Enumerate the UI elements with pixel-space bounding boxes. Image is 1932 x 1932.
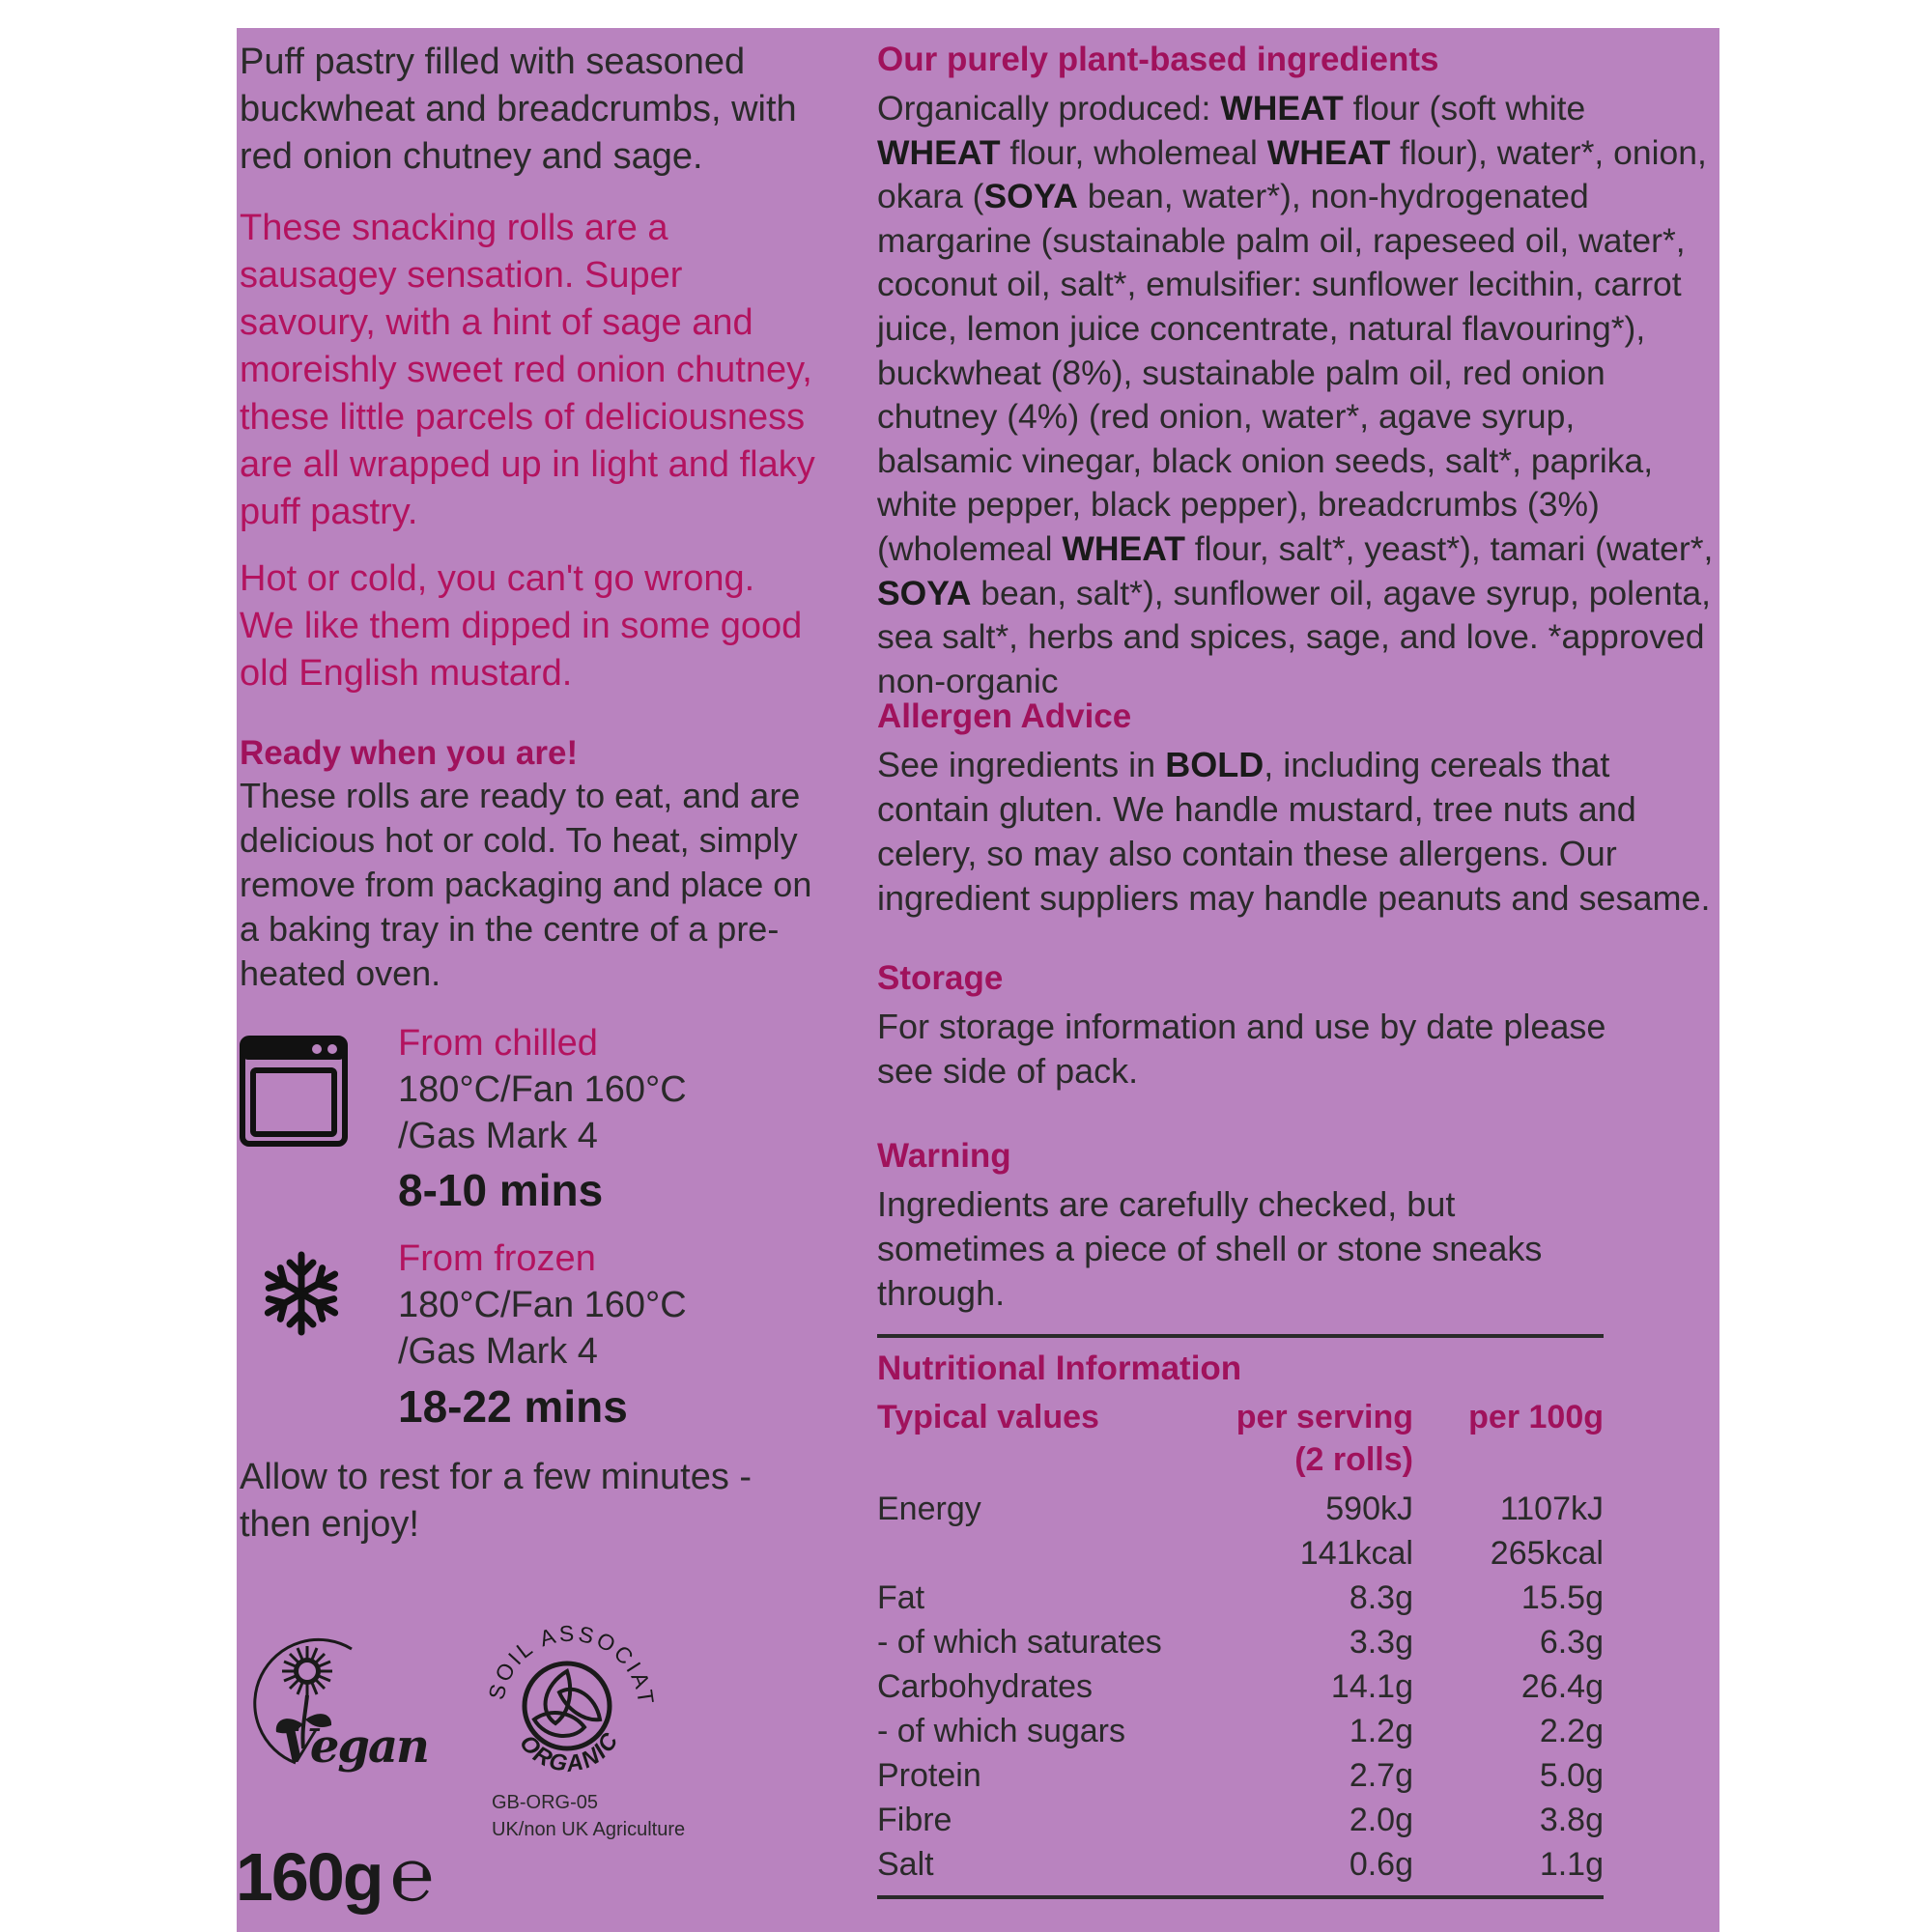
allergen-bold: SOYA: [877, 573, 972, 612]
allergen-bold: WHEAT: [877, 132, 1001, 172]
nutrition-table: [877, 1396, 1604, 1887]
storage-heading: Storage: [877, 959, 1004, 997]
svg-text:SOIL ASSOCIATION: [478, 1611, 657, 1708]
net-weight: [236, 1835, 432, 1918]
nutrition-header-row: [877, 1396, 1604, 1481]
nutrition-bottom-rule: [877, 1895, 1604, 1899]
table-row: Fat 8.3g 15.5g: [877, 1579, 1604, 1616]
estimated-sign-icon: ℮: [389, 1834, 433, 1917]
organic-ring-text: ORGANIC: [514, 1726, 625, 1778]
frozen-time: 18-22 mins: [398, 1381, 628, 1432]
vegan-logo-text: Vegan: [280, 1719, 428, 1774]
cert-code: GB-ORG-05: [492, 1792, 599, 1813]
table-row: Protein 2.7g 5.0g: [877, 1757, 1604, 1794]
table-row: 141kcal 265kcal: [1299, 1535, 1604, 1572]
snowflake-icon: [253, 1250, 350, 1337]
table-row: - of which sugars 1.2g 2.2g: [877, 1713, 1604, 1749]
table-row: Carbohydrates 14.1g 26.4g: [877, 1668, 1604, 1705]
product-pitch: These snacking rolls are a sausagey sensation. Super savoury, with a hint of sage and moreishly sweet red onion chutney, these little parcels of deliciousness are all wrapped up in light and flaky puff pastry.: [240, 208, 815, 532]
allergen-body: See ingredients in BOLD, including cereals that contain gluten. We handle mustard, tree nuts and celery, so may also contain these allergens. Our ingredient suppliers may handle peanuts and sesame.: [877, 745, 1711, 918]
ingredients-list: Organically produced: WHEAT flour (soft white WHEAT flour, wholemeal WHEAT flour), water*, onion, okara (SOYA bean, water*), non-hydrogenated margarine (sustainable palm oil, rapeseed oil, water*, coconut oil, salt*, emulsifier: sunflower lecithin, carrot juice, lemon juice concentrate, natural flavouring*), buckwheat (8%), sustainable palm oil, red onion chutney (4%) (red onion, water*, agave syrup, balsamic vinegar, black onion seeds, salt*, paprika, white pepper, black pepper), breadcrumbs (3%) (wholemeal WHEAT flour, salt*, yeast*), tamari (water*, SOYA bean, salt*), sunflower oil, agave syrup, polenta, sea salt*, herbs and spices, sage, and love. *approved non-organic: [877, 89, 1714, 700]
ready-body: These rolls are ready to eat, and are delicious hot or cold. To heat, simply remove from packaging and place on a baking tray in the centre of a pre-heated oven.: [240, 776, 812, 993]
agriculture-origin: UK/non UK Agriculture: [492, 1819, 686, 1840]
oven-icon: [240, 1036, 348, 1147]
vegan-logo: [238, 1628, 440, 1782]
rest-note: Allow to rest for a few minutes - then enjoy!: [240, 1457, 753, 1545]
frozen-temp: 180°C/Fan 160°C: [398, 1285, 687, 1325]
product-description: Puff pastry filled with seasoned buckwheat and breadcrumbs, with red onion chutney and sage.: [240, 42, 797, 177]
per-100g-header: per 100g: [1468, 1399, 1604, 1435]
table-row: Fibre 2.0g 3.8g: [877, 1802, 1604, 1838]
frozen-gas: /Gas Mark 4: [398, 1331, 598, 1372]
nutrition-top-rule: [877, 1334, 1604, 1338]
soil-association-ring-text: SOIL ASSOCIAT: [483, 1620, 657, 1709]
table-row: - of which saturates 3.3g 6.3g: [877, 1624, 1604, 1661]
chilled-gas: /Gas Mark 4: [398, 1116, 598, 1156]
storage-body: For storage information and use by date please see side of pack.: [877, 1007, 1606, 1091]
per-serving-header: per serving (2 rolls): [1236, 1399, 1413, 1478]
allergen-heading: Allergen Advice: [877, 697, 1132, 735]
nutrition-heading: Nutritional Information: [877, 1350, 1242, 1387]
frozen-title: From frozen: [398, 1238, 596, 1279]
chilled-temp: 180°C/Fan 160°C: [398, 1069, 687, 1110]
ready-heading: Ready when you are!: [240, 734, 579, 772]
typical-values-header: Typical values: [877, 1399, 1099, 1435]
ingredients-heading: Our purely plant-based ingredients: [877, 41, 1439, 78]
allergen-bold: SOYA: [983, 177, 1078, 216]
allergen-bold: WHEAT: [1062, 528, 1185, 568]
chilled-title: From chilled: [398, 1023, 598, 1064]
allergen-bold: WHEAT: [1266, 132, 1391, 172]
chilled-time: 8-10 mins: [398, 1165, 604, 1215]
allergen-bold: WHEAT: [1220, 89, 1344, 128]
serving-suggestion: Hot or cold, you can't go wrong. We like them dipped in some good old English mustard.: [240, 558, 803, 694]
soil-association-logo: [478, 1611, 657, 1790]
table-row: Energy 590kJ 1107kJ: [877, 1491, 1604, 1527]
warning-body: Ingredients are carefully checked, but sometimes a piece of shell or stone sneaks through.: [877, 1184, 1543, 1313]
table-row: Salt 0.6g 1.1g: [877, 1846, 1604, 1883]
warning-heading: Warning: [877, 1137, 1011, 1175]
net-weight-value: 160g: [236, 1839, 383, 1915]
